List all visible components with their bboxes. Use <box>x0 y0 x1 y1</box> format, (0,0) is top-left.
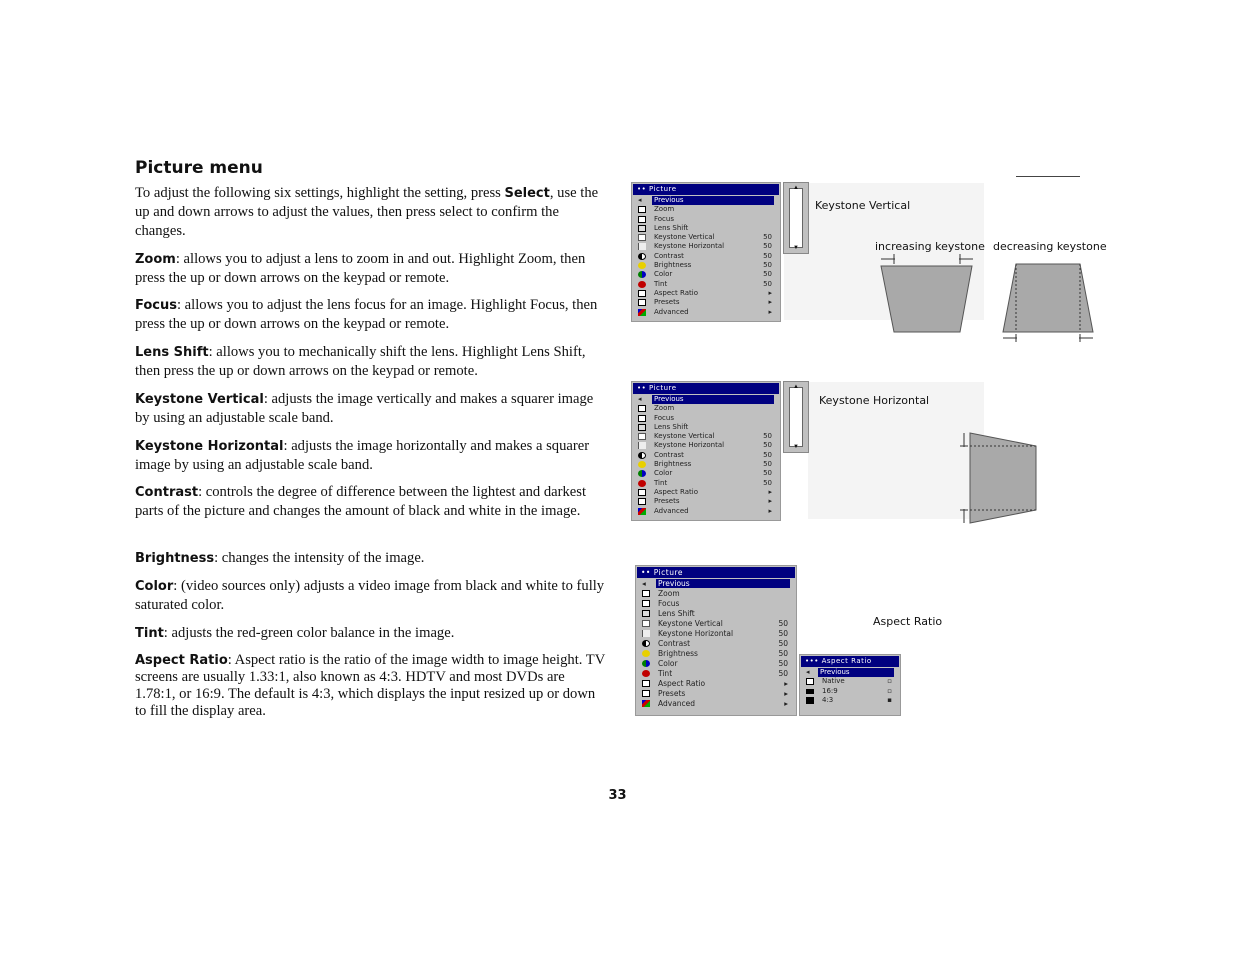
menu-item[interactable] <box>632 414 780 423</box>
menu-item[interactable] <box>636 679 796 689</box>
presets-icon <box>642 690 650 697</box>
menu-item-value: ▸ <box>768 487 772 496</box>
intro-text-2: , use the up and down arrows to adjust the values, then press select to confirm the changes. <box>135 185 599 239</box>
brightness-icon <box>638 461 646 468</box>
aspect-menu-title-text: Aspect Ratio <box>821 657 872 665</box>
back-arrow-icon: ◂ <box>806 668 810 676</box>
menu-item-value: ▸ <box>768 307 772 316</box>
menu-item-value: 50 <box>763 450 772 459</box>
menu-item-label: Brightness <box>654 460 692 469</box>
menu-item[interactable] <box>636 609 796 619</box>
brightness-icon <box>642 650 650 657</box>
aspect-ratio-icon <box>638 489 646 496</box>
keystone-horizontal-paragraph <box>135 437 605 475</box>
menu-item-label: Focus <box>654 413 674 422</box>
advanced-icon <box>638 309 646 316</box>
definition: : adjusts the image vertically and makes a squarer image by using an adjustable scale band. <box>135 391 594 426</box>
definition: : allows you to adjust a lens to zoom in and out. Highlight Zoom, then press the up or down arrows on the keypad or remote. <box>135 251 586 286</box>
keystone-horizontal-diagram <box>955 428 1045 528</box>
menu-item-value: ▸ <box>768 298 772 307</box>
menu-item-label: Keystone Vertical <box>658 619 723 628</box>
increasing-keystone-caption: increasing keystone <box>875 240 985 253</box>
option-label: Native <box>822 677 845 686</box>
previous-label: Previous <box>818 668 894 677</box>
menu-item[interactable] <box>632 488 780 497</box>
page-number: 33 <box>608 788 627 803</box>
menu-item-label: Zoom <box>658 589 680 598</box>
term: Keystone Vertical <box>135 392 264 407</box>
lens-shift-icon <box>638 424 646 431</box>
focus-icon <box>638 415 646 422</box>
menu-item[interactable] <box>632 205 780 214</box>
menu-title: •• Picture <box>633 383 779 394</box>
standard-icon <box>806 697 814 704</box>
color-icon <box>638 271 646 278</box>
menu-item[interactable] <box>632 224 780 233</box>
menu-item[interactable] <box>636 599 796 609</box>
menu-item-value: 50 <box>778 629 788 638</box>
definition: : controls the degree of difference between the lightest and darkest parts of the picture and changes the amount of black and white in the image. <box>135 484 587 519</box>
menu-item[interactable] <box>632 404 780 413</box>
menu-item-value: ▸ <box>768 506 772 515</box>
menu-title: •• Picture <box>637 567 795 578</box>
menu-item[interactable] <box>632 298 780 307</box>
keystone-vertical-icon <box>638 433 646 440</box>
option-label: 16:9 <box>822 686 838 695</box>
zoom-icon <box>642 590 650 597</box>
menu-title: •• Picture <box>633 184 779 195</box>
presets-icon <box>638 299 646 306</box>
keystone-vertical-icon <box>642 620 650 627</box>
menu-item[interactable] <box>636 699 796 709</box>
menu-item-label: Keystone Vertical <box>654 233 715 242</box>
keystone-vertical-paragraph <box>135 390 605 428</box>
intro-text-1: To adjust the following six settings, highlight the setting, press <box>135 185 505 201</box>
advanced-icon <box>642 700 650 707</box>
keystone-horizontal-icon <box>638 442 646 449</box>
menu-item-label: Presets <box>654 298 680 307</box>
tint-icon <box>642 670 650 677</box>
term: Contrast <box>135 485 199 500</box>
intro-paragraph <box>135 184 605 241</box>
menu-item-label: Advanced <box>654 506 689 515</box>
focus-paragraph <box>135 296 605 334</box>
previous-label: Previous <box>652 196 774 205</box>
menu-previous[interactable] <box>632 395 780 404</box>
contrast-icon <box>642 640 650 647</box>
previous-label: Previous <box>656 579 790 588</box>
aspect-ratio-paragraph <box>135 652 605 720</box>
zoom-paragraph <box>135 250 605 288</box>
menu-title-text: Picture <box>648 185 677 193</box>
menu-item-label: Brightness <box>658 649 698 658</box>
menu-item[interactable] <box>632 432 780 441</box>
definition: : changes the intensity of the image. <box>214 550 425 566</box>
menu-item-value: 50 <box>763 469 772 478</box>
decreasing-keystone-caption: decreasing keystone <box>993 240 1107 253</box>
menu-item-value: 50 <box>763 251 772 260</box>
color-paragraph <box>135 577 605 615</box>
contrast-icon <box>638 253 646 260</box>
tint-icon <box>638 281 646 288</box>
menu-item[interactable] <box>636 619 796 629</box>
back-arrow-icon: ◂ <box>642 579 646 588</box>
menu-item[interactable] <box>632 423 780 432</box>
aspect-ratio-caption: Aspect Ratio <box>873 615 943 628</box>
option-label: 4:3 <box>822 695 834 704</box>
menu-item-value: ▸ <box>784 679 788 688</box>
scrollbar-2[interactable]: ▲ ▼ <box>783 381 809 453</box>
menu-item-value: 50 <box>763 460 772 469</box>
menu-item-label: Aspect Ratio <box>658 679 706 688</box>
increasing-keystone-shape <box>881 266 972 332</box>
brightness-paragraph <box>135 549 605 568</box>
menu-item-value: 50 <box>763 478 772 487</box>
term: Color <box>135 579 174 594</box>
aspect-option-native[interactable] <box>800 677 900 686</box>
menu-item-value: 50 <box>778 669 788 678</box>
menu-item[interactable] <box>632 261 780 270</box>
picture-menu-3 <box>635 565 797 716</box>
menu-item-value: 50 <box>763 233 772 242</box>
menu-item[interactable] <box>636 649 796 659</box>
menu-item-label: Lens Shift <box>654 422 689 431</box>
menu-item-label: Aspect Ratio <box>654 487 698 496</box>
term: Focus <box>135 298 177 313</box>
menu-item-label: Keystone Vertical <box>654 432 715 441</box>
brightness-icon <box>638 262 646 269</box>
aspect-ratio-icon <box>642 680 650 687</box>
menu-item-value: 50 <box>778 649 788 658</box>
menu-previous[interactable] <box>636 579 796 589</box>
color-icon <box>642 660 650 667</box>
menu-item-value: 50 <box>763 270 772 279</box>
menu-item[interactable] <box>636 669 796 679</box>
menu-item-label: Focus <box>654 214 674 223</box>
native-icon <box>806 678 814 685</box>
aspect-menu-previous[interactable] <box>800 668 900 677</box>
menu-item-label: Contrast <box>658 639 691 648</box>
term: Lens Shift <box>135 345 209 360</box>
menu-item[interactable] <box>632 270 780 279</box>
contrast-paragraph <box>135 483 605 521</box>
term: Keystone Horizontal <box>135 439 284 454</box>
definition: : allows you to mechanically shift the lens. Highlight Lens Shift, then press the up or down arrows on the keypad or remote. <box>135 344 586 379</box>
menu-item-label: Focus <box>658 599 680 608</box>
picture-menu-1 <box>631 182 781 322</box>
menu-item-value: ▸ <box>784 699 788 708</box>
menu-item-value: 50 <box>763 261 772 270</box>
menu-item-value: ▸ <box>784 689 788 698</box>
menu-item-label: Zoom <box>654 404 675 413</box>
menu-item-label: Brightness <box>654 261 692 270</box>
menu-item-label: Aspect Ratio <box>654 288 698 297</box>
menu-title-text: Picture <box>648 384 677 392</box>
menu-item-label: Presets <box>654 497 680 506</box>
lens-shift-paragraph <box>135 343 605 381</box>
menu-item[interactable] <box>632 451 780 460</box>
definition: : Aspect ratio is the ratio of the image width to image height. TV screens are usually 1.33:1, also known as 4:3. HDTV and most DVDs are 1.78:1, or 16:9. The default is 4:3, which displays the input resized up or down to fill the display area. <box>135 652 605 719</box>
menu-item-label: Color <box>658 659 678 668</box>
advanced-icon <box>638 508 646 515</box>
definition: : allows you to adjust the lens focus for an image. Highlight Focus, then press the up or down arrows on the keypad or remote. <box>135 297 598 332</box>
radio-unchecked-icon[interactable]: ▫ <box>887 686 892 695</box>
keystone-vertical-icon <box>638 234 646 241</box>
menu-item[interactable] <box>636 629 796 639</box>
keystone-horizontal-icon <box>642 630 650 637</box>
menu-item[interactable] <box>632 460 780 469</box>
menu-item[interactable] <box>632 252 780 261</box>
menu-item-label: Presets <box>658 689 686 698</box>
scrollbar-1[interactable]: ▲ ▼ <box>783 182 809 254</box>
term: Tint <box>135 626 164 641</box>
presets-icon <box>638 498 646 505</box>
menu-item-label: Contrast <box>654 450 684 459</box>
menu-item-label: Keystone Horizontal <box>654 242 725 251</box>
menu-item-label: Lens Shift <box>658 609 695 618</box>
radio-checked-icon[interactable]: ▪ <box>887 695 892 704</box>
wide-icon <box>806 689 814 694</box>
menu-item-label: Advanced <box>658 699 696 708</box>
menu-item-label: Keystone Horizontal <box>658 629 734 638</box>
menu-item-label: Tint <box>654 279 668 288</box>
menu-item-value: 50 <box>763 432 772 441</box>
menu-item-value: 50 <box>763 441 772 450</box>
menu-item-label: Advanced <box>654 307 689 316</box>
menu-item-label: Tint <box>654 478 668 487</box>
keystone-horizontal-icon <box>638 243 646 250</box>
menu-item[interactable] <box>632 469 780 478</box>
definition: : adjusts the red-green color balance in the image. <box>163 625 455 641</box>
menu-item[interactable] <box>632 289 780 298</box>
menu-item-label: Contrast <box>654 251 684 260</box>
contrast-icon <box>638 452 646 459</box>
menu-item[interactable] <box>632 441 780 450</box>
menu-item-label: Lens Shift <box>654 223 689 232</box>
aspect-menu-title: ••• Aspect Ratio <box>801 656 899 667</box>
radio-unchecked-icon[interactable]: ▫ <box>887 677 892 686</box>
term: Zoom <box>135 252 176 267</box>
menu-item-label: Keystone Horizontal <box>654 441 725 450</box>
menu-item[interactable] <box>632 479 780 488</box>
color-icon <box>638 470 646 477</box>
menu-item[interactable] <box>632 215 780 224</box>
zoom-icon <box>638 405 646 412</box>
menu-item-value: 50 <box>763 279 772 288</box>
keystone-vertical-caption: Keystone Vertical <box>815 199 911 212</box>
focus-icon <box>638 216 646 223</box>
menu-item-value: 50 <box>778 639 788 648</box>
zoom-icon <box>638 206 646 213</box>
term: Brightness <box>135 551 215 566</box>
lens-shift-icon <box>638 225 646 232</box>
definition: : (video sources only) adjusts a video image from black and white to fully saturated color. <box>135 578 605 613</box>
menu-item[interactable] <box>636 689 796 699</box>
lens-shift-icon <box>642 610 650 617</box>
intro-select-term: Select <box>504 186 550 201</box>
menu-item[interactable] <box>632 280 780 289</box>
keystone-vertical-diagram <box>875 250 1105 345</box>
menu-item[interactable] <box>636 659 796 669</box>
menu-item[interactable] <box>632 242 780 251</box>
menu-item[interactable] <box>632 507 780 516</box>
term: Aspect Ratio <box>135 653 228 668</box>
menu-item-label: Color <box>654 270 673 279</box>
aspect-ratio-menu <box>799 654 901 716</box>
menu-title-text: Picture <box>653 568 684 577</box>
menu-item[interactable] <box>636 639 796 649</box>
tint-icon <box>638 480 646 487</box>
menu-item-label: Zoom <box>654 205 675 214</box>
header-rule <box>1016 176 1080 177</box>
definition: : adjusts the image horizontally and makes a squarer image by using an adjustable scale band. <box>135 438 590 473</box>
tint-paragraph <box>135 624 605 643</box>
menu-item[interactable] <box>632 497 780 506</box>
section-title: Picture menu <box>135 158 263 178</box>
aspect-option-4-3[interactable] <box>800 696 900 705</box>
aspect-option-16-9[interactable] <box>800 687 900 696</box>
focus-icon <box>642 600 650 607</box>
menu-item-value: ▸ <box>768 497 772 506</box>
menu-item-label: Tint <box>658 669 673 678</box>
aspect-ratio-icon <box>638 290 646 297</box>
menu-item[interactable] <box>632 233 780 242</box>
menu-item-label: Color <box>654 469 673 478</box>
menu-item-value: 50 <box>763 242 772 251</box>
menu-item-value: 50 <box>778 619 788 628</box>
picture-menu-2 <box>631 381 781 521</box>
back-arrow-icon: ◂ <box>638 395 642 403</box>
back-arrow-icon: ◂ <box>638 196 642 204</box>
previous-label: Previous <box>652 395 774 404</box>
menu-item-value: ▸ <box>768 288 772 297</box>
menu-item[interactable] <box>632 308 780 317</box>
menu-item[interactable] <box>636 589 796 599</box>
keystone-horizontal-caption: Keystone Horizontal <box>819 394 930 407</box>
menu-item-value: 50 <box>778 659 788 668</box>
menu-previous[interactable] <box>632 196 780 205</box>
